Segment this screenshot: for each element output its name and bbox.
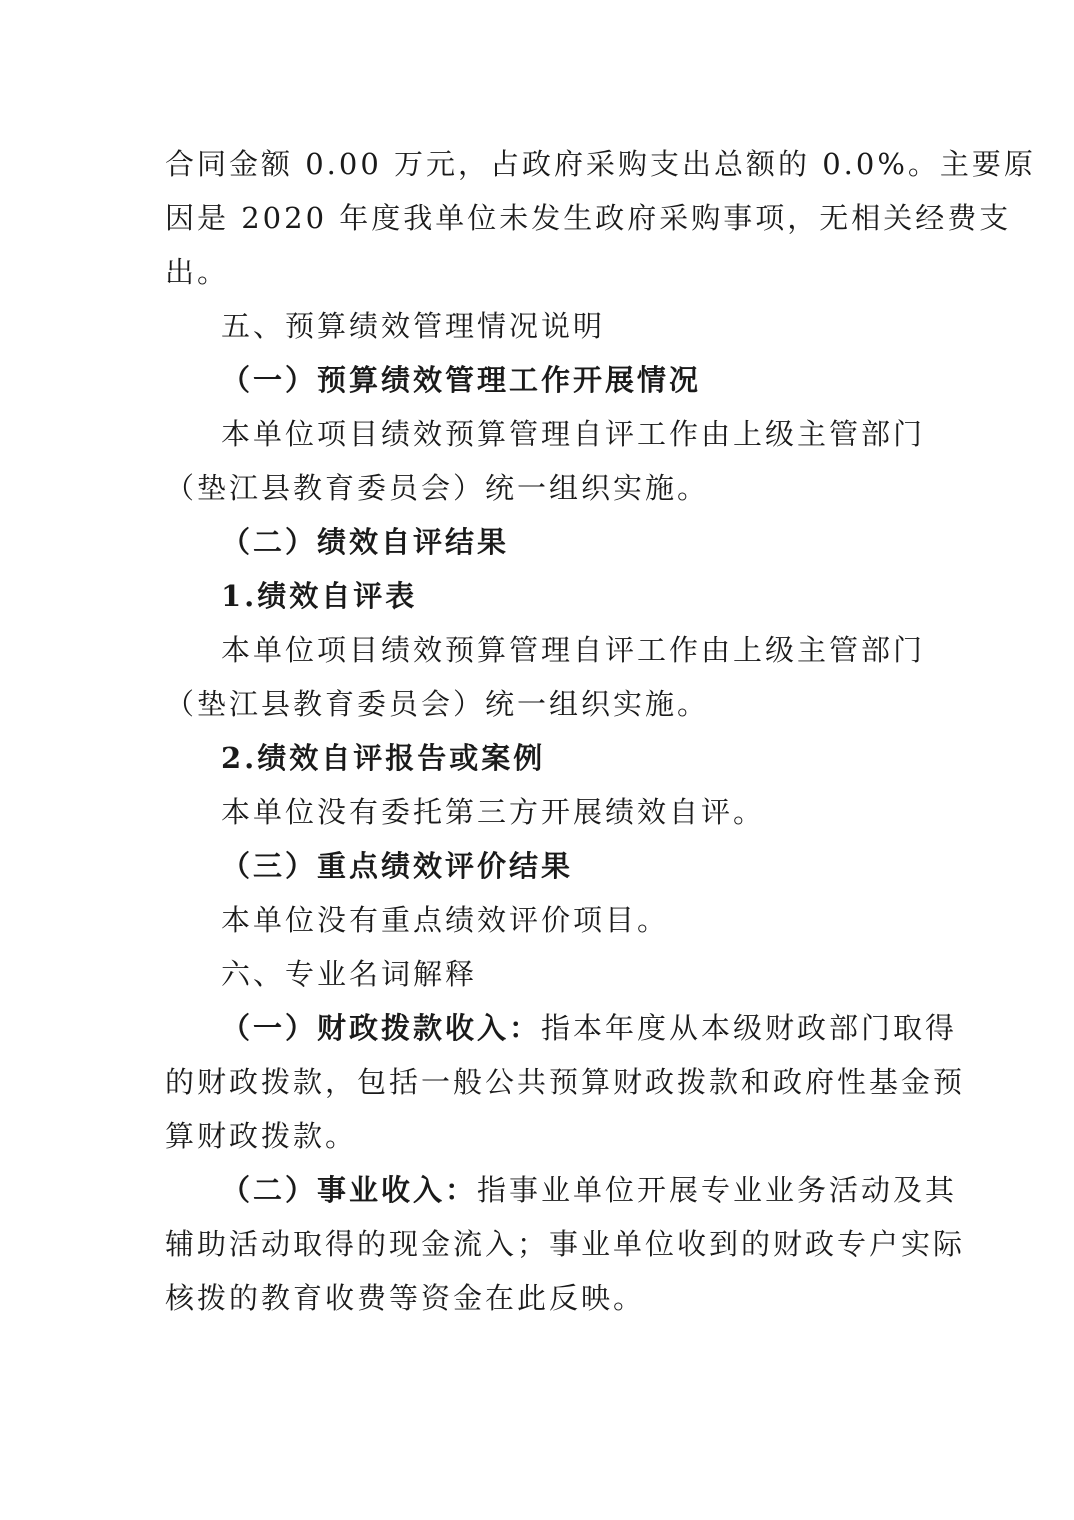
term-text: 指事业单位开展专业业务活动及其 — [477, 1173, 958, 1207]
item-heading-2: 2.绩效自评报告或案例 — [221, 741, 546, 775]
body-text-line: 因是 2020 年度我单位未发生政府采购事项，无相关经费支 — [165, 201, 1012, 235]
term-definition-line — [165, 1001, 958, 1055]
term-definition-line — [165, 1163, 958, 1217]
body-text-line: 的财政拨款，包括一般公共预算财政拨款和政府性基金预 — [165, 1065, 966, 1099]
body-text-line: 出。 — [165, 255, 230, 289]
subsection-heading-1: （一）预算绩效管理工作开展情况 — [221, 363, 702, 397]
section-heading-5: 五、预算绩效管理情况说明 — [221, 309, 606, 343]
term-label: （二）事业收入： — [221, 1173, 478, 1207]
body-text-line: 算财政拨款。 — [165, 1119, 358, 1153]
subsection-heading-2: （二）绩效自评结果 — [221, 525, 510, 559]
body-text-line: 本单位没有委托第三方开展绩效自评。 — [221, 795, 766, 829]
item-heading-1: 1.绩效自评表 — [221, 579, 418, 613]
body-text-line: 合同金额 0.00 万元，占政府采购支出总额的 0.0%。主要原 — [165, 147, 1036, 181]
body-text-line: （垫江县教育委员会）统一组织实施。 — [165, 687, 710, 721]
body-text-line: 本单位项目绩效预算管理自评工作由上级主管部门 — [221, 633, 926, 667]
term-label: （一）财政拨款收入： — [221, 1011, 542, 1045]
subsection-heading-3: （三）重点绩效评价结果 — [221, 849, 574, 883]
body-text-line: （垫江县教育委员会）统一组织实施。 — [165, 471, 710, 505]
section-heading-6: 六、专业名词解释 — [221, 957, 478, 991]
body-text-line: 核拨的教育收费等资金在此反映。 — [165, 1281, 646, 1315]
term-text: 指本年度从本级财政部门取得 — [541, 1011, 958, 1045]
body-text-line: 辅助活动取得的现金流入；事业单位收到的财政专户实际 — [165, 1227, 966, 1261]
body-text-line: 本单位项目绩效预算管理自评工作由上级主管部门 — [221, 417, 926, 451]
body-text-line: 本单位没有重点绩效评价项目。 — [221, 903, 670, 937]
document-page — [165, 137, 1036, 1325]
